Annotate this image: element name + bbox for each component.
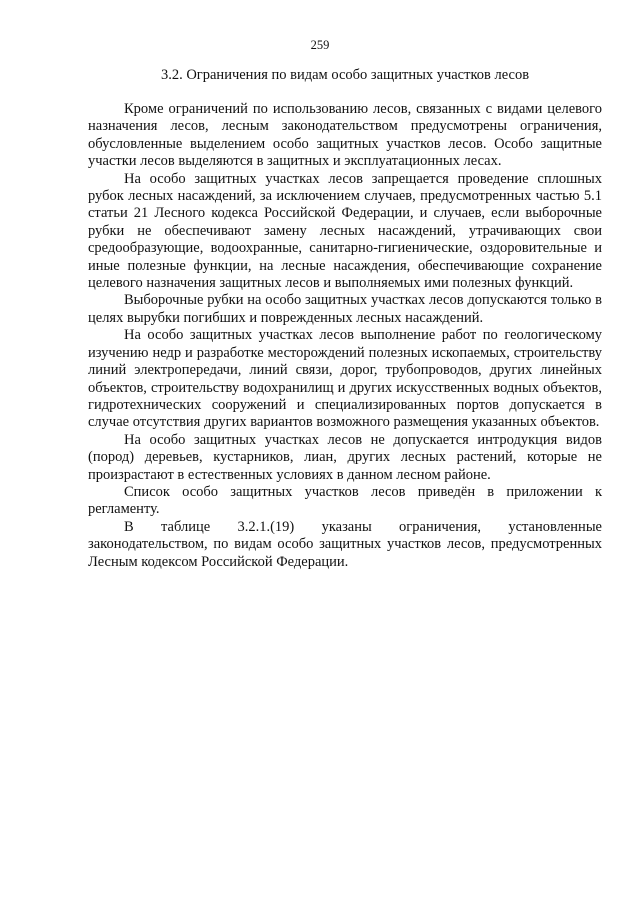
section-body — [88, 101, 602, 571]
paragraph: Выборочные рубки на особо защитных участках лесов допускаются только в целях вырубки погибших и поврежденных лесных насаждений. — [88, 292, 602, 326]
paragraph: Список особо защитных участков лесов приведён в приложении к регламенту. — [88, 483, 602, 518]
paragraph: В таблице 3.2.1.(19) указаны ограничения, установленные законодательством, по видам особо защитных участков лесов, предусмотренных Лесным кодексом Российской Федерации. — [88, 518, 602, 570]
paragraph: На особо защитных участках лесов не допускается интродукция видов (пород) деревьев, кустарников, лиан, других лесных растений, которые не произрастают в естественных условиях в данном лесном районе. — [88, 431, 602, 483]
page-number: 259 — [310, 38, 330, 52]
paragraph: На особо защитных участках лесов запрещается проведение сплошных рубок лесных насаждений, за исключением случаев, предусмотренных частью 5.1 статьи 21 Лесного кодекса Российской Федерации, и случаев, если выборочные рубки не обеспечивают замену лесных насаждений, утрачивающих свои средообразующие, водоохранные, санитарно-гигиенические, оздоровительные и иные полезные функции, на лесные насаждения, обеспечивающие сохранение целевого назначения защитных лесов и выполняемых ими полезных функций. — [88, 170, 602, 292]
section-heading: 3.2. Ограничения по видам особо защитных участков лесов — [160, 67, 530, 83]
paragraph: На особо защитных участках лесов выполнение работ по геологическому изучению недр и разработке месторождений полезных ископаемых, строительству линий электропередачи, линий связи, дорог, трубопроводов, других линейных объектов, строительству водохранилищ и других искусственных водных объектов, гидротехнических сооружений и специализированных портов допускается в случае отсутствия других вариантов возможного размещения указанных объектов. — [88, 327, 602, 431]
paragraph: Кроме ограничений по использованию лесов, связанных с видами целевого назначения лесов, лесным законодательством предусмотрены ограничения, обусловленные выделением особо защитных участков лесов. Особо защитные участки лесов выделяются в защитных и эксплуатационных лесах. — [88, 101, 602, 170]
